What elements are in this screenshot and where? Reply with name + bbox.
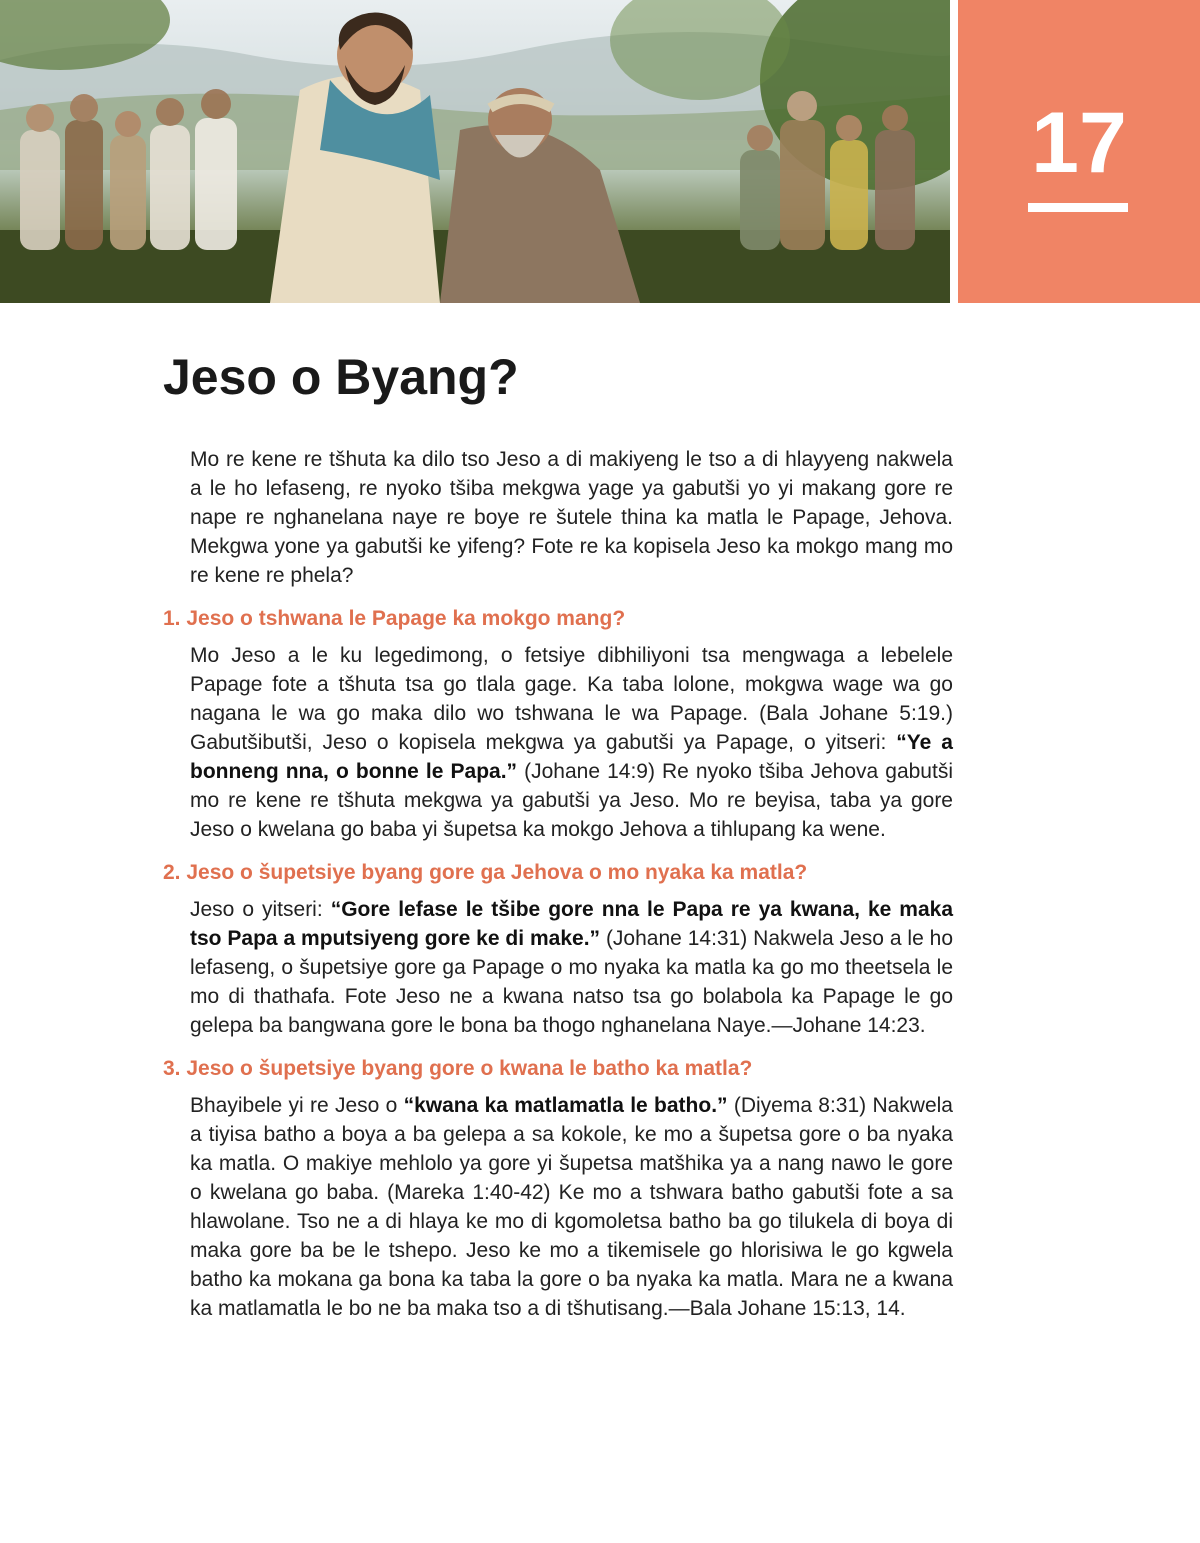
question-2: 2. Jeso o šupetsiye byang gore ga Jehova o mo nyaka ka matla? <box>163 861 808 884</box>
answer-1-text-b: (Johane 14:9) Re nyoko tšiba Jehova gabutši mo re kene re tšhuta mekgwa ya gabutši ya Jeso. Mo re beyisa, taba ya gore Jeso o kwelana go baba yi šupetsa ka mokgo Jehova a tihlupang ka wene. <box>190 760 953 841</box>
answer-2-quote: “Gore lefase le tšibe gore nna le Papa re ya kwana, ke maka tso Papa a mputsiyeng gore ke di make.” <box>190 898 953 950</box>
intro-paragraph: Mo re kene re tšhuta ka dilo tso Jeso a di makiyeng le tso a di hlayyeng nakwela a le ho lefaseng, re nyoko tšiba mekgwa yage ya gabutši yo yi makang gore re nape re nghanelana naye re boye re šutele thina ka matla le Papage, Jehova. Mekgwa yone ya gabutši ke yifeng? Fote re ka kopisela Jeso ka mokgo mang mo re kene re phela? <box>190 448 953 587</box>
answer-2 <box>190 895 953 1040</box>
answer-1 <box>190 641 953 844</box>
answer-1-text-a: Mo Jeso a le ku legedimong, o fetsiye dibhiliyoni tsa mengwaga a lebelele Papage fote a tšhuta tsa go tlala gage. Ka taba lolone, mokgwa wage wa go nagana le wa go maka dilo wo tshwana le wa Papage. (Bala Johane 5:19.) Gabutšibutši, Jeso o kopisela mekgwa ya gabutši ya Papage, o yitseri: <box>190 644 953 754</box>
hero-illustration <box>0 0 950 303</box>
answer-3-text-b: (Diyema 8:31) Nakwela a tiyisa batho a boya a ba gelepa a sa kokole, ke mo a šupetsa gore o ba nyaka ka matla. O makiye mehlolo ya gore yi šupetsa matšhika ya a nang nawo le gore o kwelana go baba. (Mareka 1:40-42) Ke mo a tshwara batho gabutši fote a sa hlawolane. Tso ne a di hlaya ke mo di kgomoletsa batho ba go tilukela di boya di maka gore ba be le tshepo. Jeso ke mo a tikemisele go hlorisiwa le go kgwela batho ka mokana ga bona ka taba la gore o ba nyaka ka matla. Mara ne a kwana ka matlamatla le bo ne ba maka tso a di tšhutisang.—Bala Johane 15:13, 14. <box>190 1094 953 1320</box>
question-1: 1. Jeso o tshwana le Papage ka mokgo mang? <box>163 607 626 630</box>
answer-1-quote: “Ye a bonneng nna, o bonne le Papa.” <box>190 731 953 783</box>
answer-2-text-b: (Johane 14:31) Nakwela Jeso a le ho lefaseng, o šupetsiye gore ga Papage o mo nyaka ka matla ka go mo theetsela le mo di thathafa. Fote Jeso ne a kwana natso tsa go bolabola ka Papage le go gelepa ba bangwana gore le bona ba thogo nghanelana Naye.—Johane 14:23. <box>190 927 953 1037</box>
answer-2-text-a: Jeso o yitseri: <box>190 898 331 921</box>
page-title: Jeso o Byang? <box>163 349 519 405</box>
chapter-number: 17 <box>1031 95 1127 191</box>
chapter-badge <box>958 0 1200 303</box>
answer-3 <box>190 1091 953 1323</box>
hero-scene <box>0 0 950 303</box>
answer-3-quote: “kwana ka matlamatla le batho.” <box>403 1094 728 1117</box>
article-body <box>163 445 953 1323</box>
question-3: 3. Jeso o šupetsiye byang gore o kwana le batho ka matla? <box>163 1057 753 1080</box>
chapter-underline <box>1028 203 1128 212</box>
answer-3-text-a: Bhayibele yi re Jeso o <box>190 1094 404 1117</box>
